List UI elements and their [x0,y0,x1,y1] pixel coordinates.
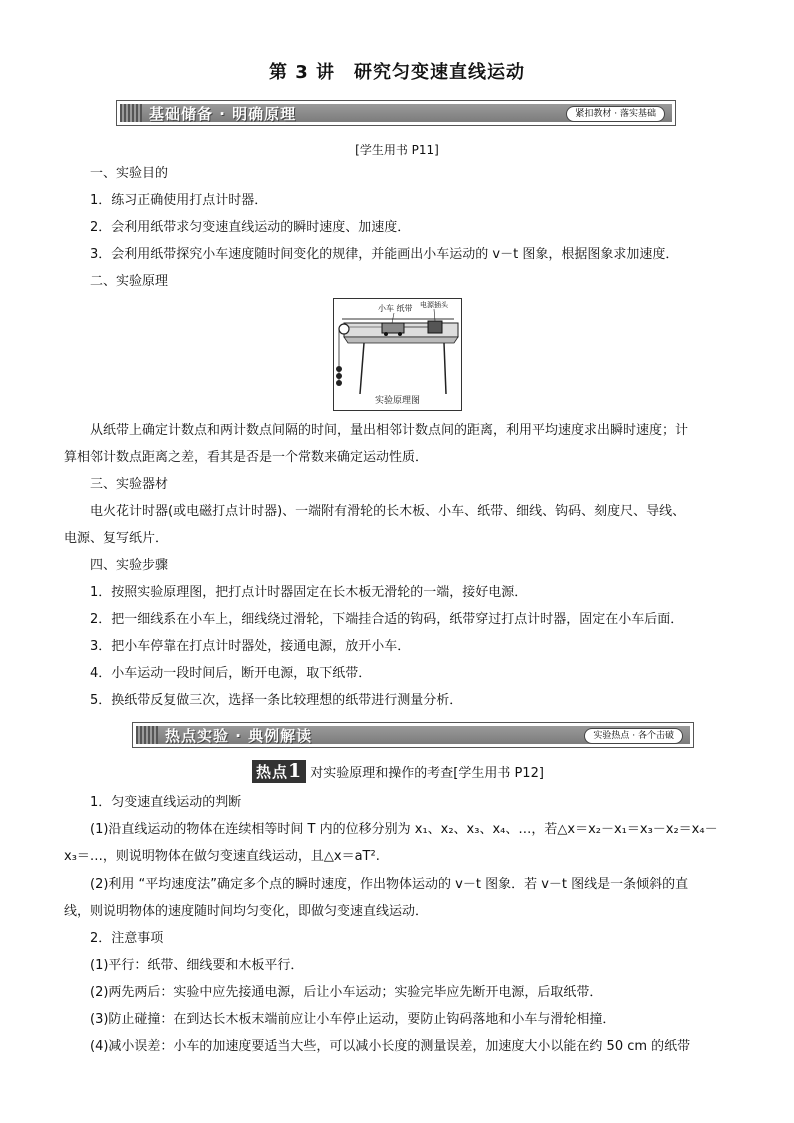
judge-p2-line1: (2)利用 “平均速度法”确定多个点的瞬时速度，作出物体运动的 v－t 图象．若 v－t 图线是一条倾斜的直 [90,877,689,892]
note-item-1: (1)平行：纸带、细线要和木板平行． [90,958,304,973]
equipment-para-line1: 电火花计时器(或电磁打点计时器)、一端附有滑轮的长木板、小车、纸带、细线、钩码、刻度尺、导线、 [90,504,686,519]
note-item-4: (4)减小误差：小车的加速度要适当大些，可以减小长度的测量误差，加速度大小以能在约 50 cm 的纸带 [90,1039,691,1054]
judge-heading: 1．匀变速直线运动的判断 [90,795,242,810]
principle-para-line1: 从纸带上确定计数点和两计数点间隔的时间，量出相邻计数点间的距离，利用平均速度求出瞬时速度；计 [90,423,689,438]
purpose-item-2: 2．会利用纸带求匀变速直线运动的瞬时速度、加速度． [90,220,411,235]
label-power-plug: 电源插头 [420,301,448,309]
hotspot-badge-label: 热点 [256,763,289,781]
judge-p1-line1: (1)沿直线运动的物体在连续相等时间 T 内的位移分别为 x₁、x₂、x₃、x₄、…，若△x＝x₂－x₁＝x₃－x₂＝x₄－ [90,822,718,837]
figure-caption: 实验原理图 [374,396,420,406]
note-item-2: (2)两先两后：实验中应先接通电源，后让小车运动；实验完毕应先断开电源，后取纸带． [90,985,603,1000]
hotspot-badge-number: 1 [288,760,303,782]
purpose-item-3: 3．会利用纸带探究小车速度随时间变化的规律，并能画出小车运动的 v－t 图象，根据图象求加速度． [90,247,679,262]
note-item-3: (3)防止碰撞：在到达长木板末端前应让小车停止运动，要防止钩码落地和小车与滑轮相撞． [90,1012,616,1027]
section-heading-equipment: 三、实验器材 [90,477,169,492]
principle-para-line2: 算相邻计数点距离之差，看其是否是一个常数来确定运动性质． [64,450,429,465]
banner-title: 热点实验 · 典例解读 [165,727,313,745]
book-reference: [学生用书 P11] [355,143,439,157]
banner-tag: 紧扣教材 · 落实基础 [566,106,665,122]
experiment-diagram [333,298,462,411]
hotspot-title: 对实验原理和操作的考查[学生用书 P12] [310,766,544,781]
notes-heading: 2．注意事项 [90,931,164,946]
judge-p2-line2: 线，则说明物体的速度随时间均匀变化，即做匀变速直线运动． [64,904,429,919]
section-heading-principle: 二、实验原理 [90,274,169,289]
banner-stripes [136,726,158,744]
step-item-5: 5．换纸带反复做三次，选择一条比较理想的纸带进行测量分析． [90,693,463,708]
banner-stripes [120,104,142,122]
label-cart-tape: 小车 纸带 [378,304,413,313]
hotspot-badge [252,760,306,783]
page-title: 第 3 讲 研究匀变速直线运动 [268,62,526,83]
section-heading-steps: 四、实验步骤 [90,558,169,573]
step-item-1: 1．按照实验原理图，把打点计时器固定在长木板无滑轮的一端，接好电源． [90,585,528,600]
section-banner-basics [116,100,676,126]
section-banner-hotspot [132,722,694,748]
hotspot-heading [252,760,544,785]
judge-p1-line2: x₃＝…，则说明物体在做匀变速直线运动，且△x＝aT². [64,849,380,864]
banner-title: 基础储备 · 明确原理 [149,105,297,123]
step-item-3: 3．把小车停靠在打点计时器处，接通电源，放开小车． [90,639,411,654]
step-item-4: 4．小车运动一段时间后，断开电源，取下纸带． [90,666,372,681]
section-heading-purpose: 一、实验目的 [90,166,169,181]
banner-tag: 实验热点 · 各个击破 [584,728,683,744]
equipment-para-line2: 电源、复写纸片． [64,531,169,546]
purpose-item-1: 1．练习正确使用打点计时器． [90,193,268,208]
step-item-2: 2．把一细线系在小车上，细线绕过滑轮，下端挂合适的钩码，纸带穿过打点计时器，固定在小车后面． [90,612,684,627]
